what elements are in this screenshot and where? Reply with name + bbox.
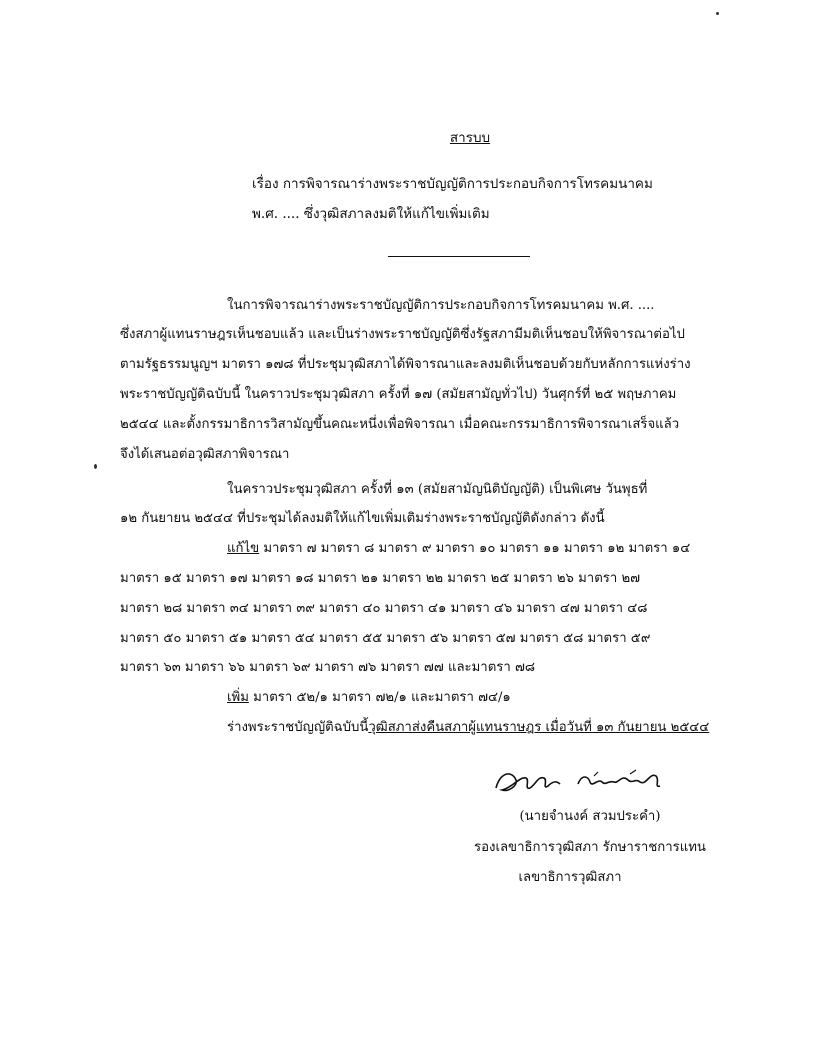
return-statement: วุฒิสภาส่งคืนสภาผู้แทนราษฎร เมื่อวันที่ ๑๓ กันยายน ๒๕๔๔ xyxy=(368,720,710,735)
para1-line-6: จึงได้เสนอต่อวุฒิสภาพิจารณา xyxy=(120,447,290,462)
signer-position-1: รองเลขาธิการวุฒิสภา รักษาราชการแทน xyxy=(474,840,706,855)
add-line xyxy=(227,689,511,707)
para1-line-5: ๒๕๔๔ และตั้งกรรมาธิการวิสามัญขึ้นคณะหนึ่งเพื่อพิจารณา เมื่อคณะกรรมาธิการพิจารณาเสร็จแล้ว xyxy=(120,417,680,432)
scan-speck xyxy=(94,464,97,469)
para1-line-2: ซึ่งสภาผู้แทนราษฎรเห็นชอบแล้ว และเป็นร่างพระราชบัญญัติซึ่งรัฐสภามีมติเห็นชอบให้พิจารณาต่อไป xyxy=(120,327,685,342)
separator-rule xyxy=(388,256,530,257)
para1-line-3: ตามรัฐธรรมนูญฯ มาตรา ๑๗๘ ที่ประชุมวุฒิสภาได้พิจารณาและลงมติเห็นชอบด้วยกับหลักการแห่งร่าง xyxy=(120,357,691,372)
signer-position-2: เลขาธิการวุฒิสภา xyxy=(518,870,622,885)
amend-line-1 xyxy=(227,540,690,558)
amend-line-2: มาตรา ๑๕ มาตรา ๑๗ มาตรา ๑๘ มาตรา ๒๑ มาตรา ๒๒ มาตรา ๒๕ มาตรา ๒๖ มาตรา ๒๗ xyxy=(120,571,641,586)
para2-line-1: ในคราวประชุมวุฒิสภา ครั้งที่ ๑๓ (สมัยสามัญนิติบัญญัติ) เป็นพิเศษ วันพุธที่ xyxy=(227,482,648,497)
para1-line-1: ในการพิจารณาร่างพระราชบัญญัติการประกอบกิจการโทรคมนาคม พ.ศ. .... xyxy=(227,298,655,313)
para2-line-2: ๑๒ กันยายน ๒๕๔๔ ที่ประชุมได้ลงมติให้แก้ไขเพิ่มเติมร่างพระราชบัญญัติดังกล่าว ดังนี้ xyxy=(120,511,605,526)
para1-line-4: พระราชบัญญัติฉบับนี้ ในคราวประชุมวุฒิสภา ครั้งที่ ๑๗ (สมัยสามัญทั่วไป) วันศุกร์ที่ ๒๕ พฤษภาคม xyxy=(120,387,677,402)
subject-line-1: เรื่อง การพิจารณาร่างพระราชบัญญัติการประกอบกิจการโทรคมนาคม xyxy=(252,176,653,192)
amend-line-3: มาตรา ๒๘ มาตรา ๓๔ มาตรา ๓๙ มาตรา ๔๐ มาตรา ๔๑ มาตรา ๔๖ มาตรา ๔๗ มาตรา ๔๘ xyxy=(120,601,648,616)
scan-speck xyxy=(716,12,719,15)
amend-line-4: มาตรา ๕๐ มาตรา ๕๑ มาตรา ๕๔ มาตรา ๕๕ มาตรา ๕๖ มาตรา ๕๗ มาตรา ๕๘ มาตรา ๕๙ xyxy=(120,631,651,646)
return-line xyxy=(227,719,709,737)
subject-line-2: พ.ศ. .... ซึ่งวุฒิสภาลงมติให้แก้ไขเพิ่มเติม xyxy=(252,206,490,222)
document-title: สารบบ xyxy=(449,130,491,146)
add-sections: มาตรา ๕๒/๑ มาตรา ๗๒/๑ และมาตรา ๗๔/๑ xyxy=(248,690,511,705)
amend-sections-first: มาตรา ๗ มาตรา ๘ มาตรา ๙ มาตรา ๑๐ มาตรา ๑๑ มาตรา ๑๒ มาตรา ๑๔ xyxy=(259,541,691,556)
amend-label: แก้ไข xyxy=(227,541,260,556)
return-prefix: ร่างพระราชบัญญัติฉบับนี้ xyxy=(227,720,369,735)
amend-line-5: มาตรา ๖๓ มาตรา ๖๖ มาตรา ๖๙ มาตรา ๗๖ มาตรา ๗๗ และมาตรา ๗๘ xyxy=(120,660,536,675)
signature-scribble xyxy=(490,762,670,802)
add-label: เพิ่ม xyxy=(227,690,249,705)
signer-name: (นายจำนงค์ สวมประคำ) xyxy=(519,809,661,824)
